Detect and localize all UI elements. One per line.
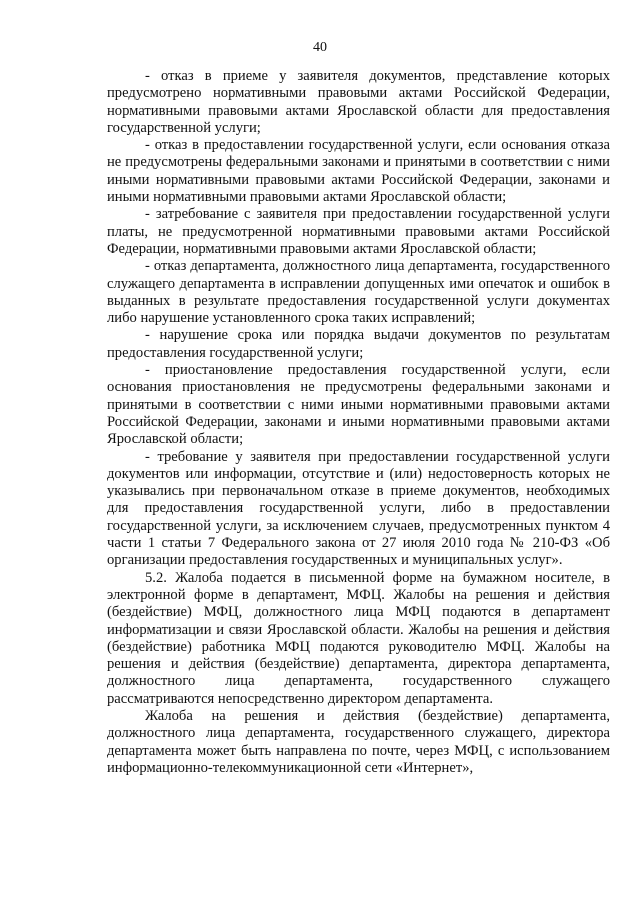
paragraph-deadline-violation: - нарушение срока или порядка выдачи документов по результатам предоставления государственной услуги; — [107, 327, 610, 361]
paragraph-refusal-service: - отказ в предоставлении государственной услуги, если основания отказа не предусмотрены федеральными законами и принятыми в соответствии с ними иными нормативными правовыми актами Российской Федерации, законами и иными нормативными правовыми актами Ярославской области; — [107, 137, 610, 206]
paragraph-correction-refusal: - отказ департамента, должностного лица департамента, государственного служащего департамента в исправлении допущенных ими опечаток и ошибок в выданных в результате предоставления государственной услуги документах либо нарушение установленного срока таких исправлений; — [107, 258, 610, 327]
paragraph-refusal-documents: - отказ в приеме у заявителя документов, представление которых предусмотрено нормативными правовыми актами Российской Федерации, нормативными правовыми актами Ярославской области для предоставления государственной услуги; — [107, 68, 610, 136]
paragraph-section-5-2: 5.2. Жалоба подается в письменной форме на бумажном носителе, в электронной форме в департамент, МФЦ. Жалобы на решения и действия (бездействие) МФЦ, должностного лица МФЦ подаются в департамент информатизации и связи Ярославской области. Жалобы на решения и действия (бездействие) работника МФЦ подаются руководителю МФЦ. Жалобы на решения и действия (бездействие) департамента, директора департамента, должностного лица департамента, государственного служащего рассматриваются непосредственно директором департамента. — [107, 569, 610, 707]
paragraph-payment-demand: - затребование с заявителя при предоставлении государственной услуги платы, не предусмотренной нормативными правовыми актами Российской Федерации, нормативными правовыми актами Ярославской области; — [107, 206, 610, 257]
document-body — [107, 68, 610, 777]
page-number: 40 — [313, 40, 327, 55]
paragraph-extra-documents: - требование у заявителя при предоставлении государственной услуги документов или информации, отсутствие и (или) недостоверность которых не указывались при первоначальном отказе в приеме документов, необходимых для предоставления государственной услуги, либо в предоставлении государственной услуги, за исключением случаев, предусмотренных пунктом 4 части 1 статьи 7 Федерального закона от 27 июля 2010 года № 210-ФЗ «Об организации предоставления государственных и муниципальных услуг». — [107, 448, 610, 569]
paragraph-suspension: - приостановление предоставления государственной услуги, если основания приостановления не предусмотрены федеральными законами и принятыми в соответствии с ними иными нормативными правовыми актами Российской Федерации, законами и иными нормативными правовыми актами Ярославской области; — [107, 362, 610, 448]
paragraph-complaint-channels: Жалоба на решения и действия (бездействие) департамента, должностного лица департамента, государственного служащего, директора департамента может быть направлена по почте, через МФЦ, с использованием информационно-телекоммуникационной сети «Интернет», — [107, 707, 610, 776]
